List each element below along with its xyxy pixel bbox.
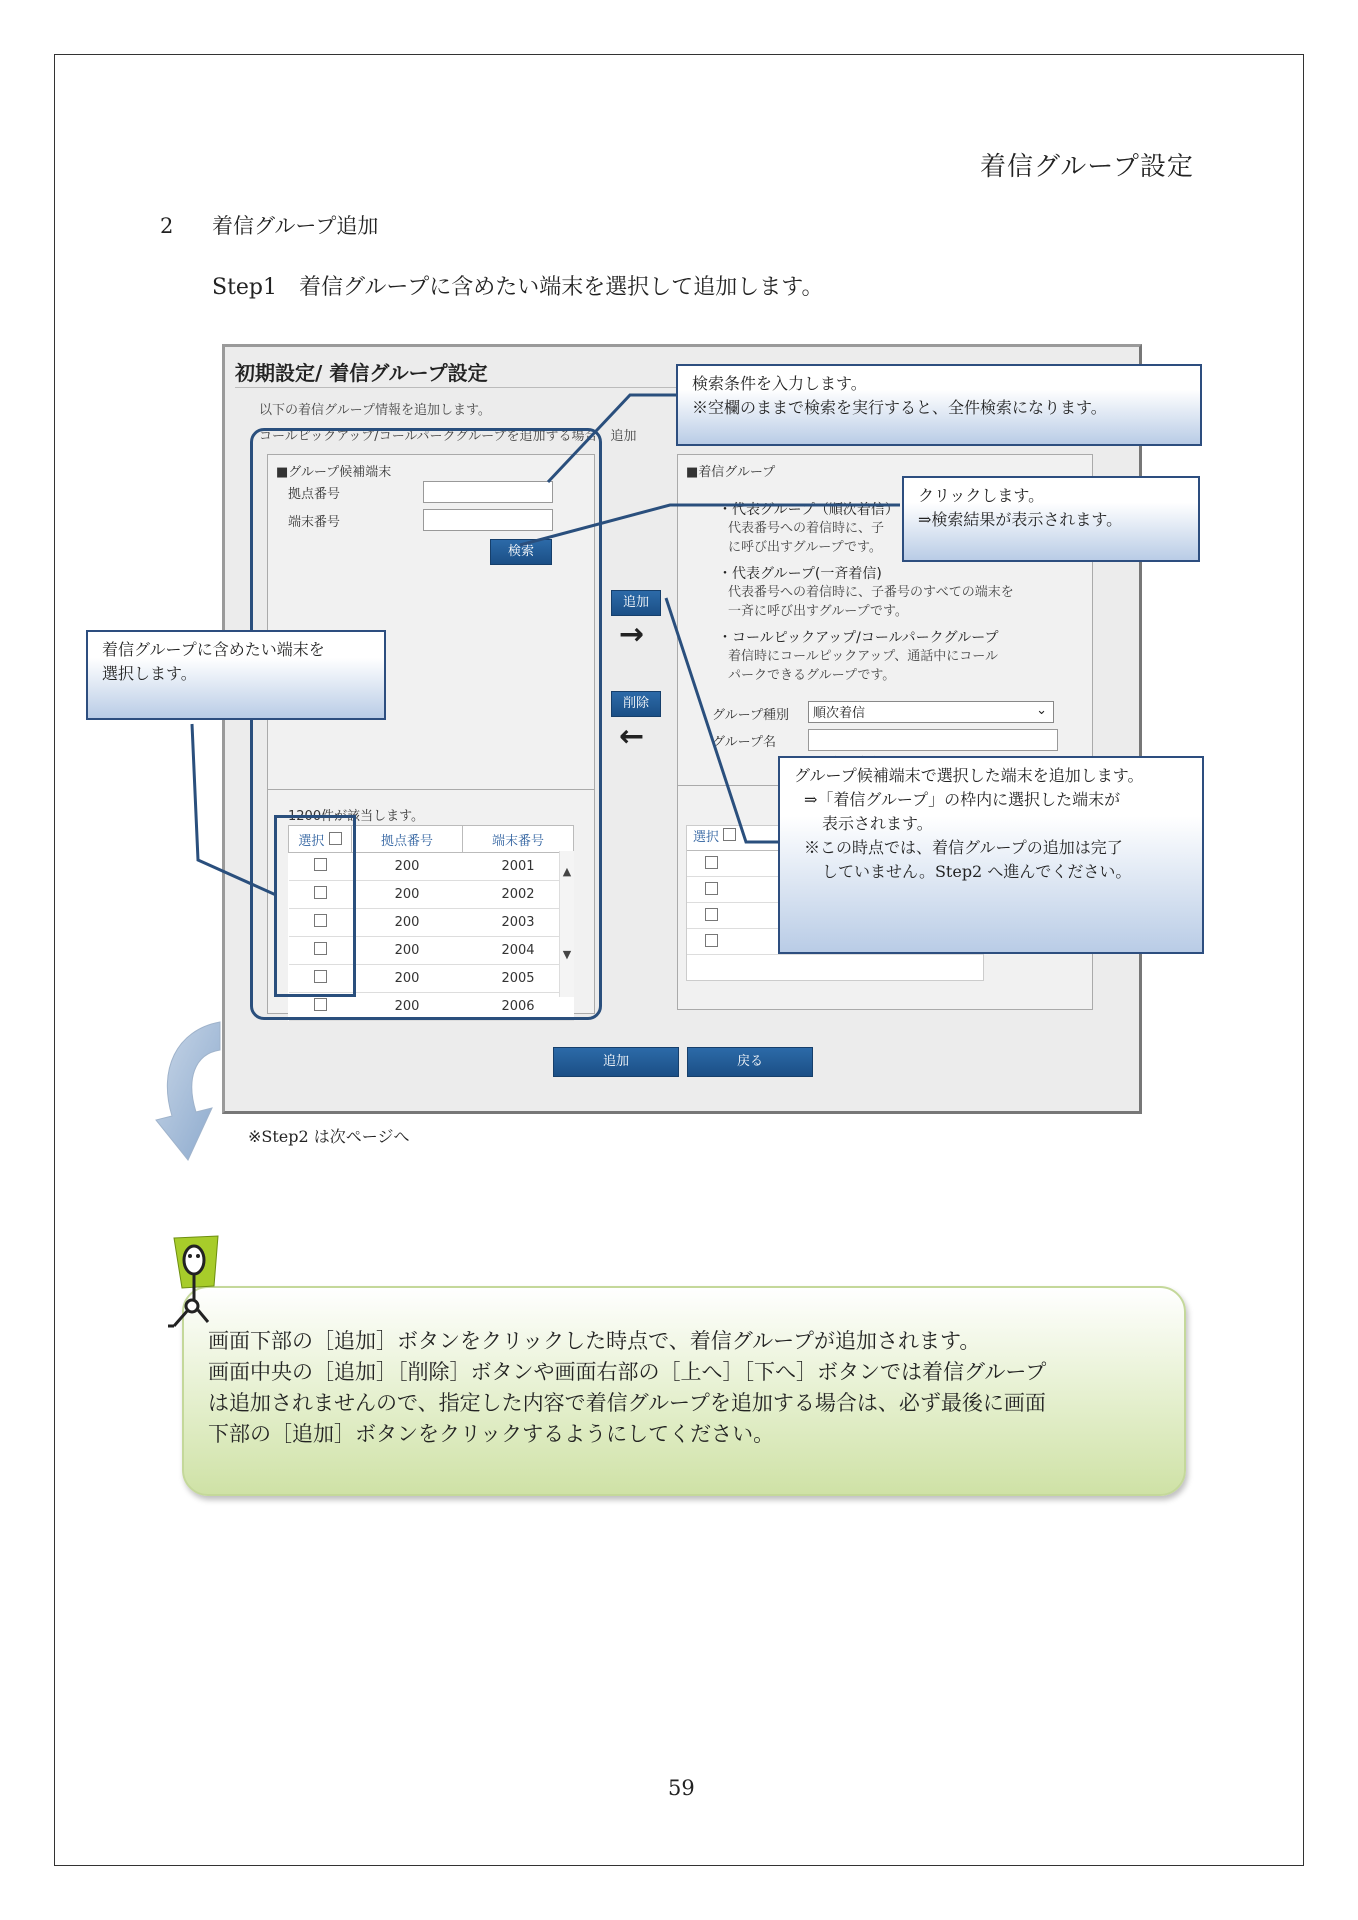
select-callout: 着信グループに含めたい端末を 選択します。 — [86, 630, 386, 720]
site-number-label: 拠点番号 — [288, 487, 341, 502]
next-page-note: ※Step2 は次ページへ — [248, 1127, 410, 1146]
note-text: 画面下部の［追加］ボタンをクリックした時点で、着信グループが追加されます。 画面中央の［追加］［削除］ボタンや画面右部の［上へ］［下へ］ボタンでは着信グループ は追加されませんので、指定した内容で着信グループを追加する場合は、必ず最後に画面 下部の［追加］ボタンをクリックするようにしてください。 — [208, 1329, 1047, 1446]
candidate-heading: ■グループ候補端末 — [276, 465, 392, 480]
table-row[interactable]: 200 2004 — [289, 937, 574, 965]
group-heading: ■着信グループ — [686, 465, 776, 480]
page-number: 59 — [668, 1776, 695, 1800]
note-box — [182, 1286, 1186, 1496]
move-remove-button[interactable]: 削除 — [611, 691, 661, 717]
table-row[interactable]: 200 2003 — [289, 909, 574, 937]
chevron-down-icon: ▼ — [562, 948, 572, 961]
search-callout: 検索条件を入力します。 ※空欄のままで検索を実行すると、全件検索になります。 — [676, 364, 1202, 446]
arrow-left-icon: ← — [619, 719, 645, 754]
submit-add-button[interactable]: 追加 — [553, 1047, 679, 1077]
search-connector — [548, 395, 680, 482]
select-connector — [192, 724, 276, 895]
next-page-arrow-icon — [150, 1020, 230, 1165]
result-count: 1200件が該当します。 — [288, 809, 425, 824]
click-callout: クリックします。 ⇒検索結果が表示されます。 — [902, 476, 1200, 562]
move-add-button[interactable]: 追加 — [611, 590, 661, 616]
table-row[interactable]: 200 2001 — [289, 853, 574, 881]
table-row[interactable]: 200 2005 — [289, 965, 574, 993]
section-number: 2 — [160, 214, 174, 238]
group-table-header: 選択 — [687, 826, 983, 851]
table-row[interactable]: 200 2002 — [289, 881, 574, 909]
group-name-label: グループ名 — [712, 735, 776, 750]
group-type-label: グループ種別 — [712, 708, 789, 723]
screen-title: 初期設定/ 着信グループ設定 — [235, 361, 488, 385]
chevron-down-icon: ⌄ — [1036, 703, 1047, 718]
arrow-right-icon: → — [619, 617, 645, 652]
mascot-icon — [168, 1236, 228, 1332]
terminal-number-label: 端末番号 — [288, 515, 341, 530]
group-type-item: ・代表グループ(一斉着信) 代表番号への着信時に、子番号のすべての端末を 一斉に呼び出すグループです。 — [718, 566, 1014, 619]
add-connector — [666, 598, 780, 842]
step-instruction: Step1 着信グループに含めたい端末を選択して追加します。 — [212, 275, 824, 300]
click-connector — [520, 505, 900, 545]
header-title: 着信グループ設定 — [980, 152, 1194, 182]
group-type-select[interactable]: 順次着信 ⌄ — [808, 701, 1054, 723]
add-callout: グループ候補端末で選択した端末を追加します。 ⇒「着信グループ」の枠内に選択した端末が 表示されます。 ※この時点では、着信グループの追加は完了 していません。Step2 へ進んでください。 — [778, 756, 1204, 954]
col-terminal: 端末番号 — [463, 826, 574, 853]
screen-description: 以下の着信グループ情報を追加します。 — [259, 403, 491, 418]
table-row[interactable]: 200 2006 — [289, 993, 574, 1021]
section-title: 着信グループ追加 — [212, 214, 379, 238]
group-type-item: ・代表グループ（順次着信） 代表番号への着信時に、子 に呼び出すグループです。 — [718, 502, 899, 555]
search-button[interactable]: 検索 — [490, 539, 552, 565]
group-type-item: ・コールピックアップ/コールパークグループ 着信時にコールピックアップ、通話中にコール パークできるグループです。 — [718, 630, 999, 683]
col-select: 選択 — [289, 826, 352, 853]
col-site: 拠点番号 — [352, 826, 463, 853]
chevron-up-icon: ▲ — [562, 865, 572, 878]
screen-description-2: コールピックアップ/コールパークグループを追加する場合、追加 — [259, 429, 637, 444]
back-button[interactable]: 戻る — [687, 1047, 813, 1077]
